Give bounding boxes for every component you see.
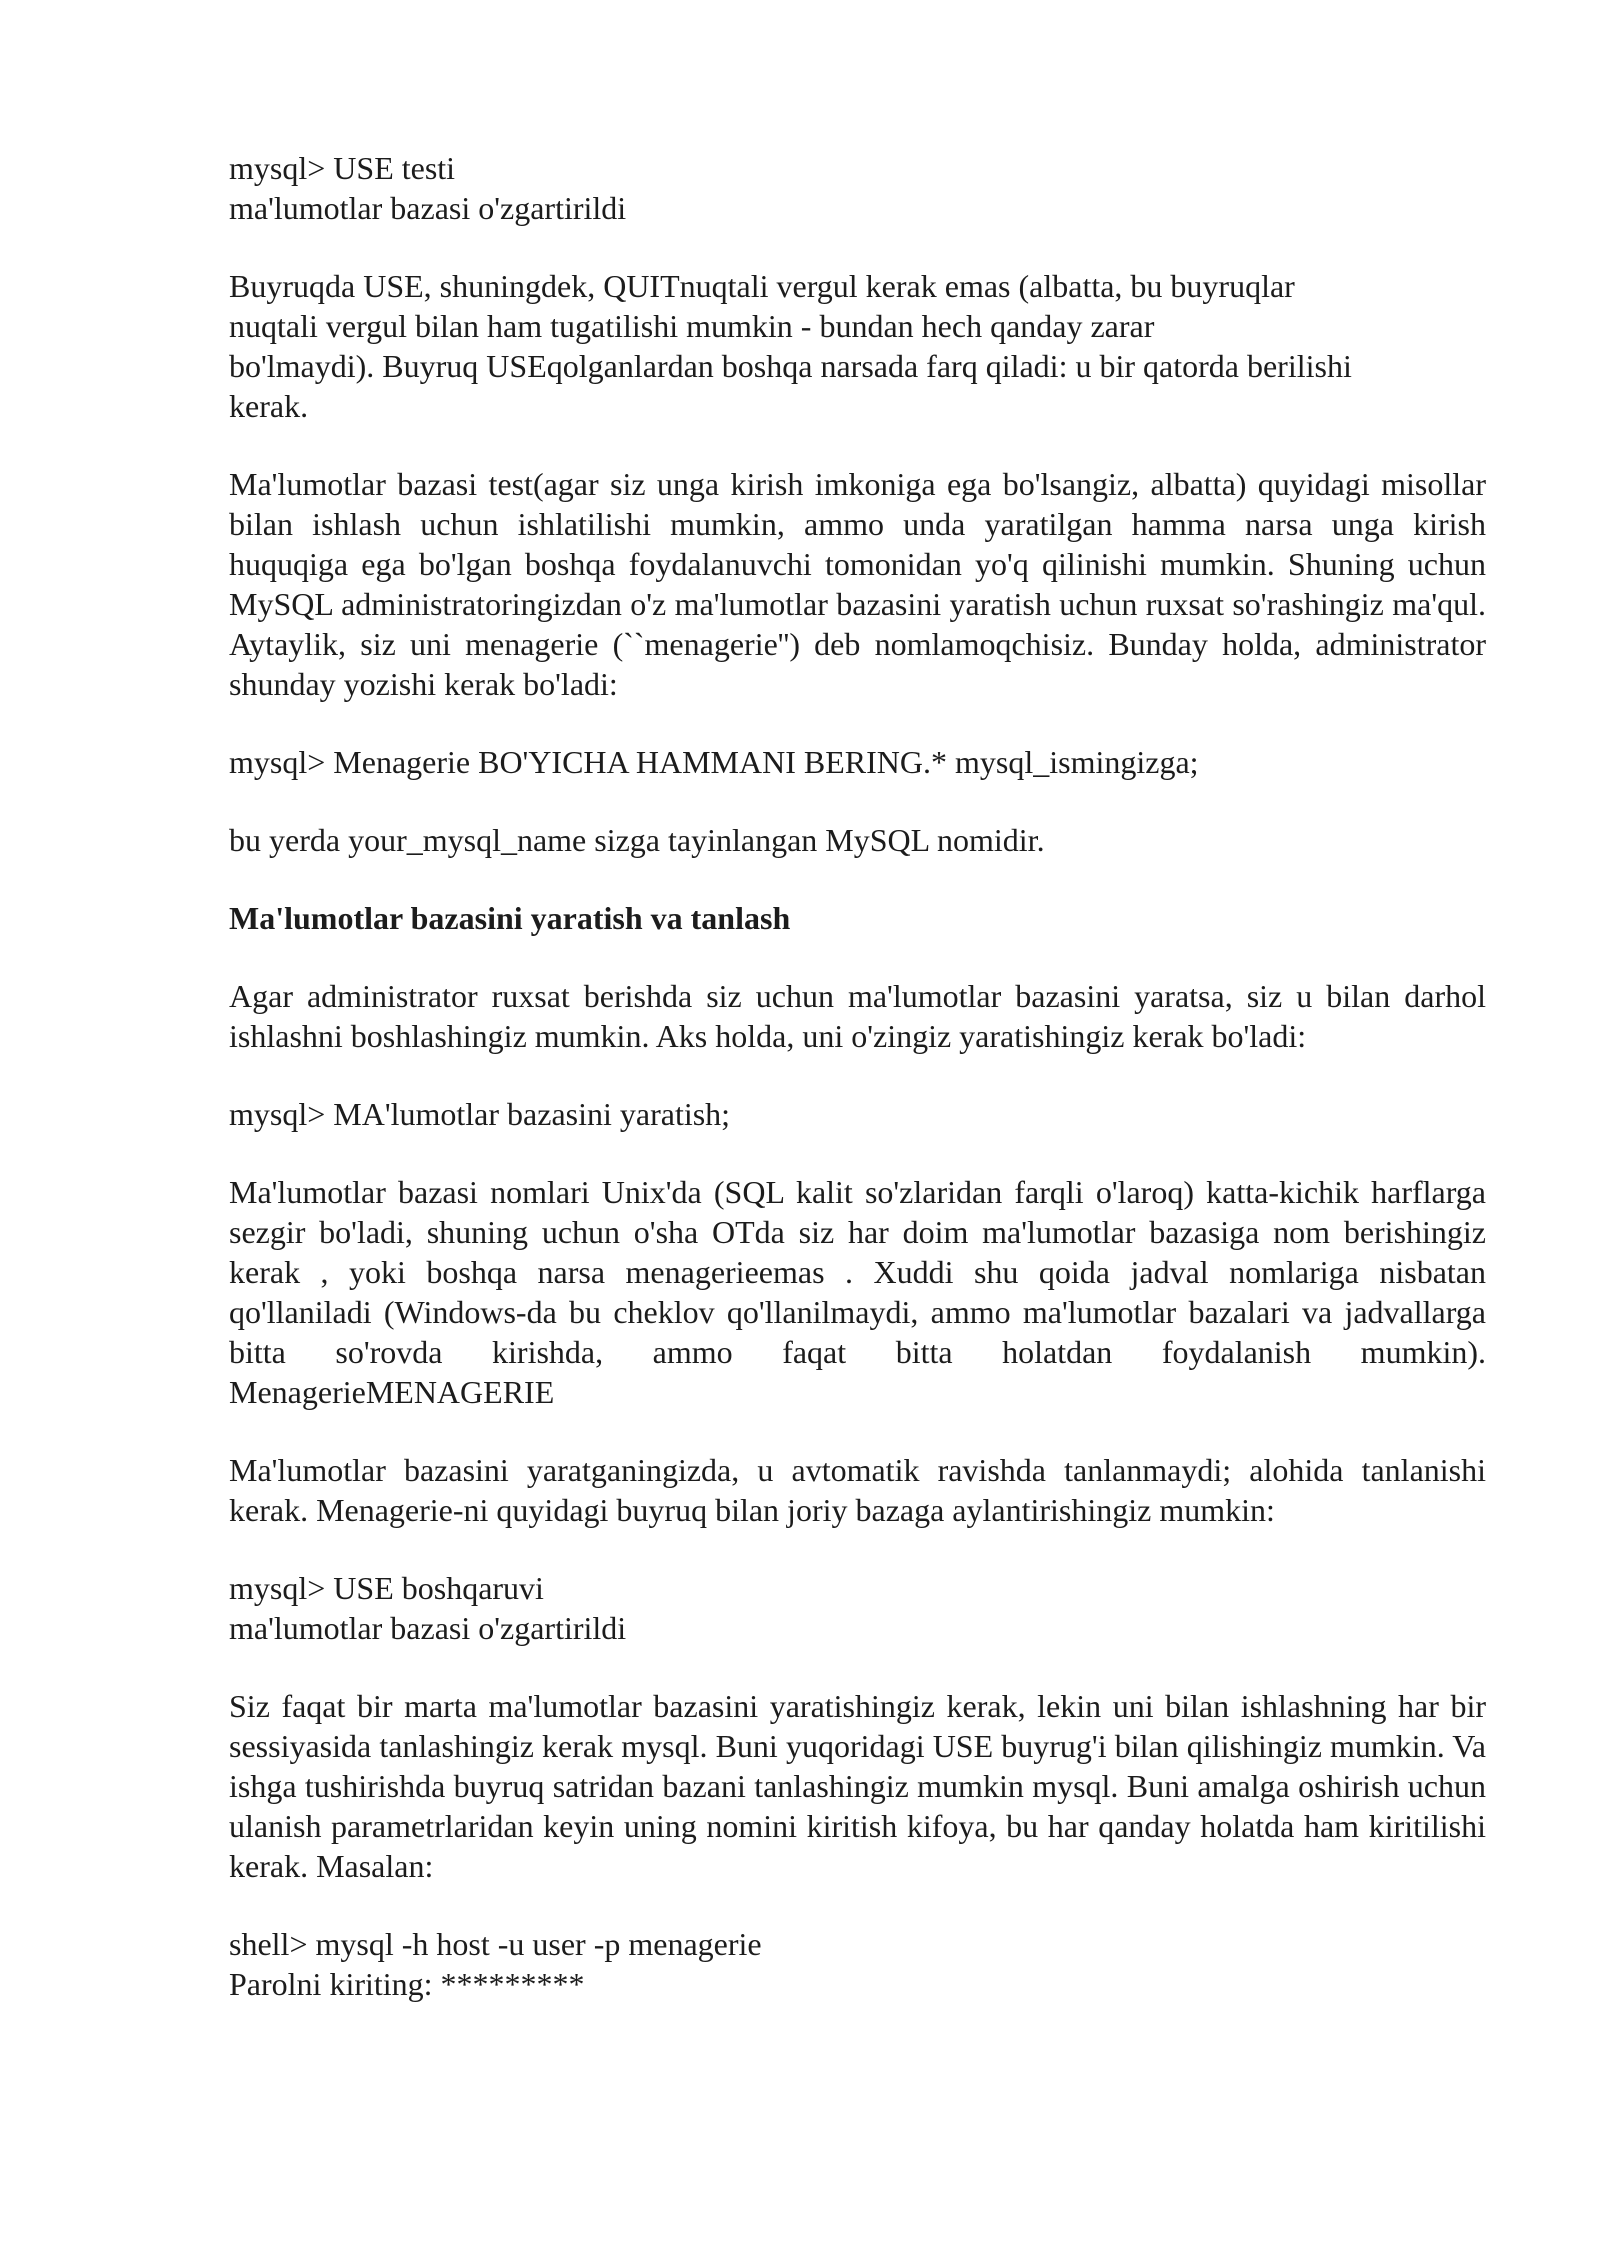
paragraph-case-sensitivity: Ma'lumotlar bazasi nomlari Unix'da (SQL kalit so'zlaridan farqli o'laroq) katta-kichik harflarga sezgir bo'ladi, shuning uchun o'sha OTda siz har doim ma'lumotlar bazasiga nom berishingiz kerak , yoki boshqa narsa menagerieemas . Xuddi shu qoida jadval nomlariga nisbatan qo'llaniladi (Windows-da bu cheklov qo'llanilmaydi, ammo ma'lumotlar bazalari va jadvallarga bitta so'rovda kirishda, ammo faqat bitta holatdan foydalanish mumkin). MenagerieMENAGERIE bbox=[229, 1174, 1486, 1410]
text-line: bo'lmaydi). Buyruq USEqolganlardan boshqa narsada farq qiladi: u bir qatorda berilishi bbox=[229, 348, 1352, 384]
code-line: mysql> USE boshqaruvi bbox=[229, 1570, 544, 1606]
paragraph-admin-create: Agar administrator ruxsat berishda siz uchun ma'lumotlar bazasini yaratsa, siz u bilan darhol ishlashni boshlashingiz mumkin. Aks holda, uni o'zingiz yaratishingiz kerak bo'ladi: bbox=[229, 978, 1486, 1054]
code-example-use-test bbox=[229, 148, 1486, 228]
text-line: kerak. bbox=[229, 388, 309, 424]
document-page bbox=[229, 148, 1486, 2042]
code-line: ma'lumotlar bazasi o'zgartirildi bbox=[229, 1610, 627, 1646]
text-line: nuqtali vergul bilan ham tugatilishi mumkin - bundan hech qanday zarar bbox=[229, 308, 1155, 344]
code-line: ma'lumotlar bazasi o'zgartirildi bbox=[229, 190, 627, 226]
paragraph-mysql-name-note bbox=[229, 820, 1486, 860]
paragraph-use-quit bbox=[229, 266, 1486, 426]
code-example-grant bbox=[229, 742, 1486, 782]
code-example-shell-login bbox=[229, 1924, 1486, 2004]
code-line: mysql> Menagerie BO'YICHA HAMMANI BERING.* mysql_ismingizga; bbox=[229, 744, 1199, 780]
text-line: bu yerda your_mysql_name sizga tayinlangan MySQL nomidir. bbox=[229, 822, 1045, 858]
code-line: mysql> MA'lumotlar bazasini yaratish; bbox=[229, 1096, 731, 1132]
code-line: mysql> USE testi bbox=[229, 150, 456, 186]
code-line: Parolni kiriting: ********* bbox=[229, 1966, 585, 2002]
code-example-create-database bbox=[229, 1094, 1486, 1134]
text-line: Buyruqda USE, shuningdek, QUITnuqtali vergul kerak emas (albatta, bu buyruqlar bbox=[229, 268, 1295, 304]
paragraph-select-database: Ma'lumotlar bazasini yaratganingizda, u avtomatik ravishda tanlanmaydi; alohida tanlanishi kerak. Menagerie-ni quyidagi buyruq bilan joriy bazaga aylantirishingiz mumkin: bbox=[229, 1452, 1486, 1528]
paragraph-test-database: Ma'lumotlar bazasi test(agar siz unga kirish imkoniga ega bo'lsangiz, albatta) quyidagi misollar bilan ishlash uchun ishlatilishi mumkin, ammo unda yaratilgan hamma narsa unga kirish huquqiga ega bo'lgan boshqa foydalanuvchi tomonidan yo'q qilinishi mumkin. Shuning uchun MySQL administratoringizdan o'z ma'lumotlar bazasini yaratish uchun ruxsat so'rashingiz ma'qul. Aytaylik, siz uni menagerie (``menagerie'') deb nomlamoqchisiz. Bunday holda, administrator shunday yozishi kerak bo'ladi: bbox=[229, 466, 1486, 702]
code-example-use-boshqaruvi bbox=[229, 1568, 1486, 1648]
code-line: shell> mysql -h host -u user -p menagerie bbox=[229, 1926, 762, 1962]
section-heading: Ma'lumotlar bazasini yaratish va tanlash bbox=[229, 900, 791, 936]
paragraph-session-select: Siz faqat bir marta ma'lumotlar bazasini yaratishingiz kerak, lekin uni bilan ishlashning har bir sessiyasida tanlashingiz kerak mysql. Buni yuqoridagi USE buyrug'i bilan qilishingiz mumkin. Va ishga tushirishda buyruq satridan bazani tanlashingiz mumkin mysql. Buni amalga oshirish uchun ulanish parametrlaridan keyin uning nomini kiritish kifoya, bu har qanday holatda ham kiritilishi kerak. Masalan: bbox=[229, 1688, 1486, 1884]
